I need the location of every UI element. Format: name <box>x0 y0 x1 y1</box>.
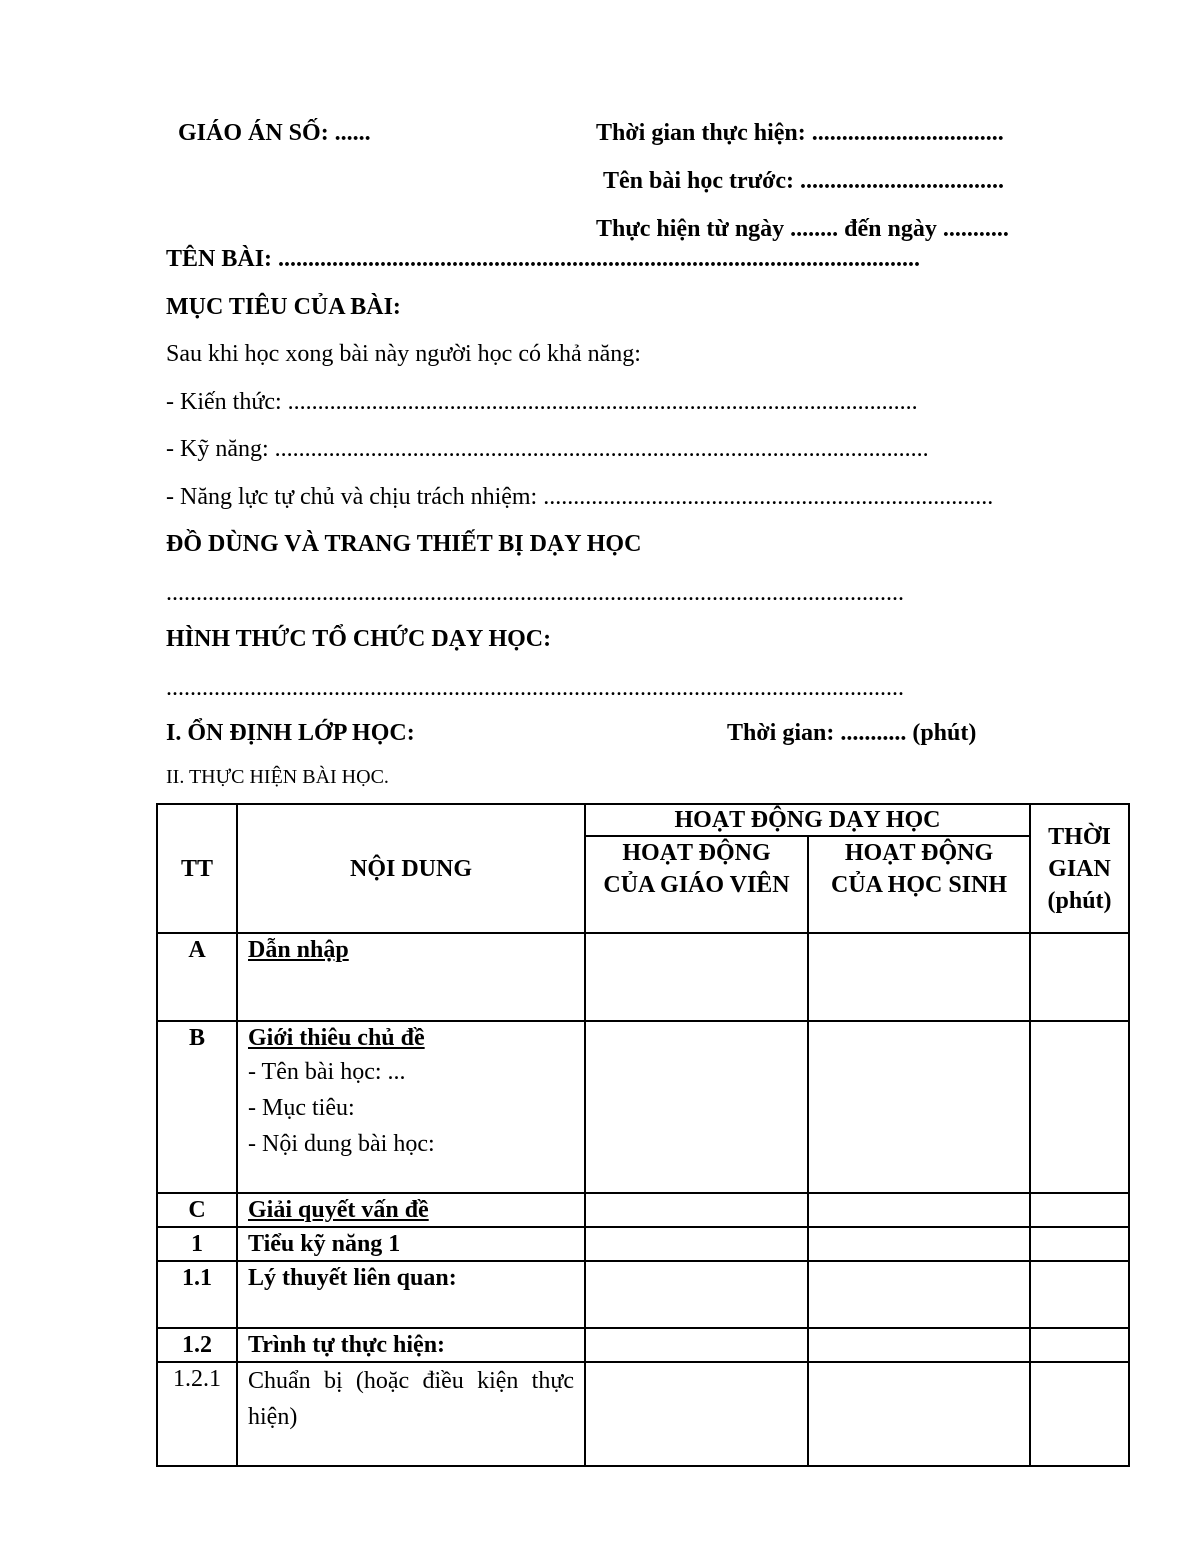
header-student-activity: HOẠT ĐỘNG CỦA HỌC SINH <box>808 836 1030 933</box>
header-teacher-activity: HOẠT ĐỘNG CỦA GIÁO VIÊN <box>585 836 808 933</box>
time-cell <box>1030 933 1129 1021</box>
time-cell <box>1030 1362 1129 1466</box>
objectives-heading: MỤC TIÊU CỦA BÀI: <box>166 294 401 320</box>
table-row <box>157 1021 1129 1193</box>
row-item: - Mục tiêu: <box>248 1095 355 1121</box>
row-tt: B <box>157 1021 237 1193</box>
lesson-number: GIÁO ÁN SỐ: ...... <box>178 120 371 146</box>
row-title: Chuẩn bị (hoặc điều kiện thực hiện) <box>237 1362 585 1466</box>
teacher-cell <box>585 1362 808 1466</box>
student-cell <box>808 1328 1030 1362</box>
time-cell <box>1030 1021 1129 1193</box>
teacher-cell <box>585 1328 808 1362</box>
lesson-title-line: TÊN BÀI: ........................................................................................................... <box>166 246 921 272</box>
implementation-time: Thời gian thực hiện: ................................ <box>596 120 1004 146</box>
lesson-plan-table <box>156 803 1130 1467</box>
table-row <box>157 1362 1129 1466</box>
header-content: NỘI DUNG <box>237 804 585 933</box>
objective-autonomy: - Năng lực tự chủ và chịu trách nhiệm: ........................................................................... <box>166 484 994 510</box>
teacher-cell <box>585 933 808 1021</box>
row-item: - Tên bài học: ... <box>248 1059 406 1085</box>
row-title: Trình tự thực hiện: <box>237 1328 585 1362</box>
student-cell <box>808 1362 1030 1466</box>
row-title: Dẫn nhập <box>237 933 585 1021</box>
equipment-dots: ........................................................................................................................... <box>166 580 904 606</box>
row-tt: 1.2 <box>157 1328 237 1362</box>
row-tt: A <box>157 933 237 1021</box>
time-cell <box>1030 1328 1129 1362</box>
header-time: THỜI GIAN (phút) <box>1030 804 1129 933</box>
objective-skills: - Kỹ năng: ............................................................................................................. <box>166 436 929 462</box>
section-1-time: Thời gian: ........... (phút) <box>727 720 977 746</box>
row-item: - Nội dung bài học: <box>248 1131 435 1157</box>
student-cell <box>808 1021 1030 1193</box>
table-row <box>157 933 1129 1021</box>
row-title: Giới thiêu chủ đề <box>248 1025 425 1051</box>
previous-lesson: Tên bài học trước: .................................. <box>603 168 1005 194</box>
organization-heading: HÌNH THỨC TỔ CHỨC DẠY HỌC: <box>166 626 552 652</box>
objective-knowledge: - Kiến thức: ......................................................................................................... <box>166 389 918 415</box>
time-cell <box>1030 1227 1129 1261</box>
organization-dots: ........................................................................................................................... <box>166 675 904 701</box>
student-cell <box>808 1193 1030 1227</box>
teacher-cell <box>585 1261 808 1328</box>
teacher-cell <box>585 1227 808 1261</box>
row-tt: 1.2.1 <box>157 1362 237 1466</box>
table-row <box>157 1261 1129 1328</box>
row-tt: C <box>157 1193 237 1227</box>
row-title: Tiểu kỹ năng 1 <box>237 1227 585 1261</box>
section-2-label: II. THỰC HIỆN BÀI HỌC. <box>166 766 389 788</box>
row-title: Lý thuyết liên quan: <box>237 1261 585 1328</box>
row-tt: 1.1 <box>157 1261 237 1328</box>
student-cell <box>808 1227 1030 1261</box>
row-title: Giải quyết vấn đề <box>237 1193 585 1227</box>
table-row <box>157 1227 1129 1261</box>
time-cell <box>1030 1261 1129 1328</box>
header-tt: TT <box>157 804 237 933</box>
teacher-cell <box>585 1193 808 1227</box>
table-header-row <box>157 804 1129 836</box>
student-cell <box>808 933 1030 1021</box>
row-tt: 1 <box>157 1227 237 1261</box>
equipment-heading: ĐỒ DÙNG VÀ TRANG THIẾT BỊ DẠY HỌC <box>166 531 642 557</box>
teacher-cell <box>585 1021 808 1193</box>
table-row <box>157 1328 1129 1362</box>
objectives-intro: Sau khi học xong bài này người học có khả năng: <box>166 341 641 367</box>
table-row <box>157 1193 1129 1227</box>
header-teaching-activities: HOẠT ĐỘNG DẠY HỌC <box>585 804 1030 836</box>
section-1-label: I. ỔN ĐỊNH LỚP HỌC: <box>166 720 415 746</box>
student-cell <box>808 1261 1030 1328</box>
date-range: Thực hiện từ ngày ........ đến ngày ........... <box>596 216 1009 242</box>
row-content <box>237 1021 585 1193</box>
time-cell <box>1030 1193 1129 1227</box>
